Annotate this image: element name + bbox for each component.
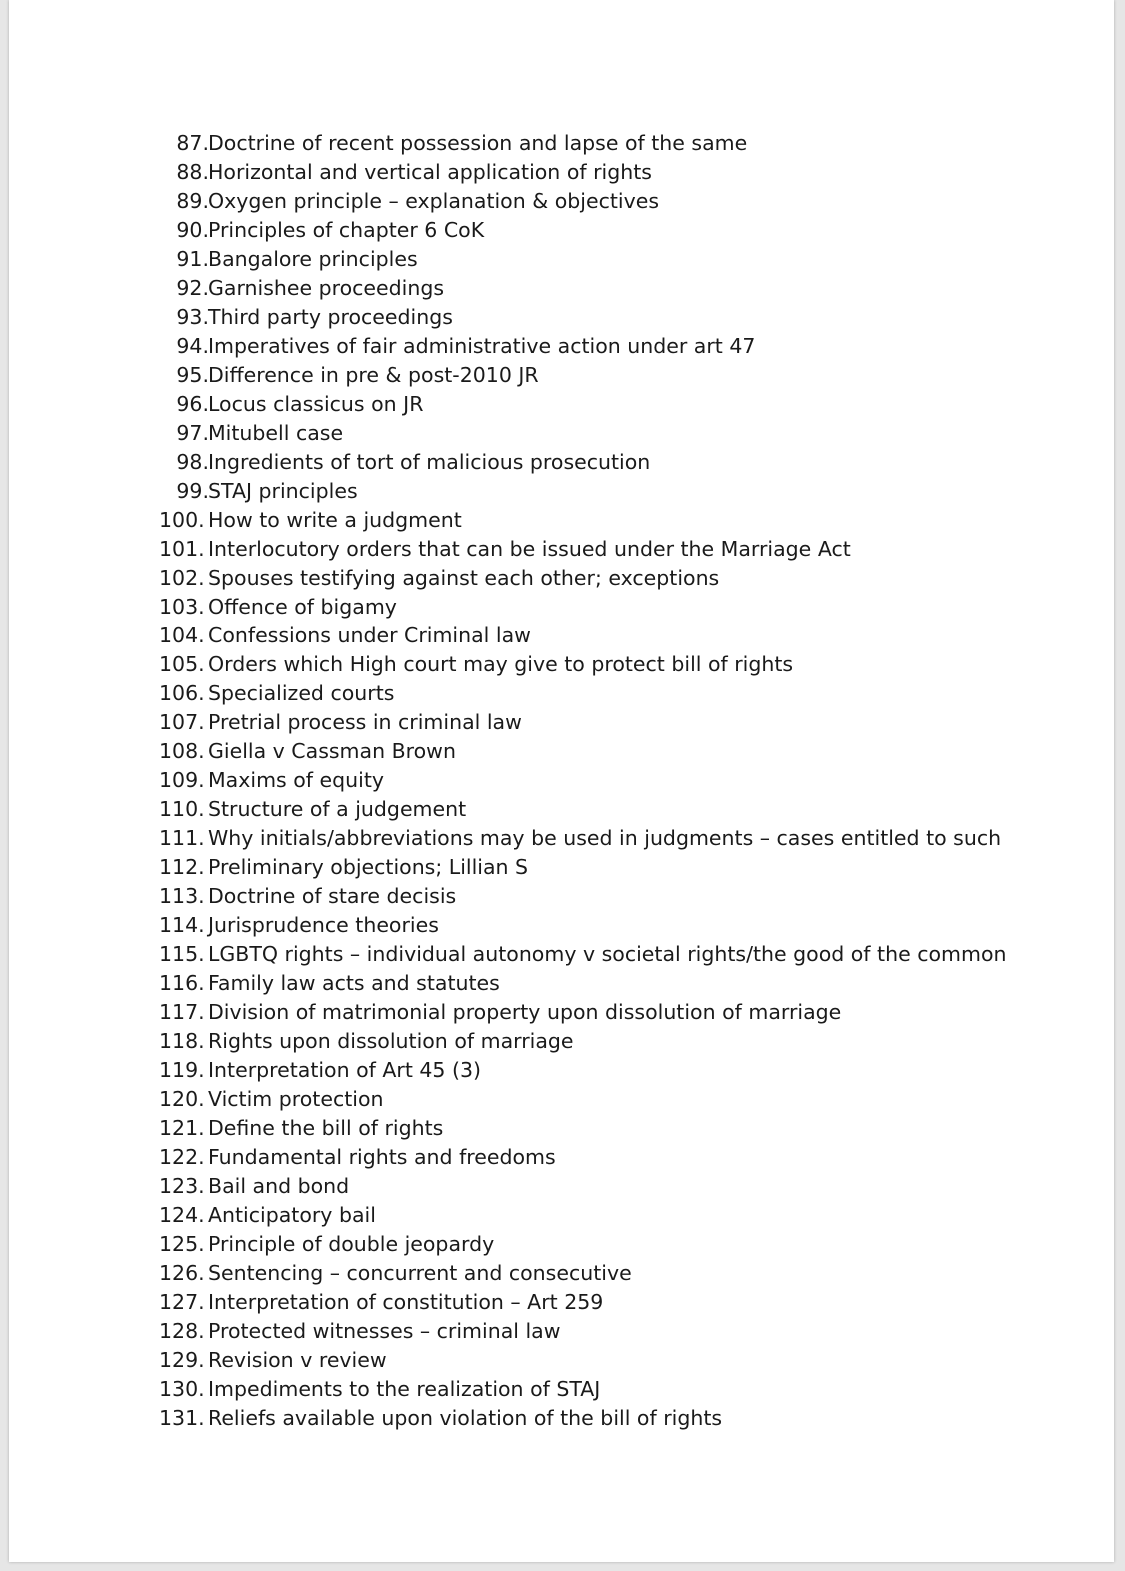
- list-item: [9, 187, 1114, 216]
- item-number: 123.: [159, 1173, 205, 1198]
- document-page: [9, 0, 1114, 1562]
- list-item: [9, 1172, 1114, 1201]
- list-item: [9, 129, 1114, 158]
- item-number: 130.: [159, 1376, 205, 1401]
- item-number: 120.: [159, 1086, 205, 1111]
- item-number: 108.: [159, 739, 205, 764]
- item-text: Impediments to the realization of STAJ: [208, 1376, 601, 1401]
- list-item: [9, 1085, 1114, 1114]
- item-number: 127.: [159, 1289, 205, 1314]
- list-item: [9, 303, 1114, 332]
- item-text: LGBTQ rights – individual autonomy v societal rights/the good of the common: [208, 942, 1007, 967]
- item-number: 116.: [159, 971, 205, 996]
- item-text: Mitubell case: [208, 420, 344, 445]
- list-item: [9, 1143, 1114, 1172]
- item-text: Bail and bond: [208, 1173, 350, 1198]
- item-number: 126.: [159, 1260, 205, 1285]
- item-number: 122.: [159, 1144, 205, 1169]
- item-text: Fundamental rights and freedoms: [208, 1144, 556, 1169]
- list-item: [9, 448, 1114, 477]
- item-text: Why initials/abbreviations may be used in judgments – cases entitled to such: [208, 826, 1002, 851]
- list-item: [9, 477, 1114, 506]
- item-number: 125.: [159, 1231, 205, 1256]
- item-text: Doctrine of stare decisis: [208, 884, 457, 909]
- item-number: 114.: [159, 913, 205, 938]
- item-number: 111.: [159, 826, 205, 851]
- item-number: 117.: [159, 1000, 205, 1025]
- item-number: 97.: [176, 420, 209, 445]
- item-text: Principle of double jeopardy: [208, 1231, 495, 1256]
- list-item: [9, 998, 1114, 1027]
- list-item: [9, 1056, 1114, 1085]
- item-text: Sentencing – concurrent and consecutive: [208, 1260, 632, 1285]
- list-item: [9, 564, 1114, 593]
- item-text: Structure of a judgement: [208, 797, 467, 822]
- list-item: [9, 1259, 1114, 1288]
- list-item: [9, 1114, 1114, 1143]
- item-text: Oxygen principle – explanation & objectives: [208, 188, 660, 213]
- item-number: 113.: [159, 884, 205, 909]
- list-item: [9, 245, 1114, 274]
- item-number: 124.: [159, 1202, 205, 1227]
- item-number: 96.: [176, 391, 209, 416]
- item-number: 115.: [159, 942, 205, 967]
- item-text: Maxims of equity: [208, 768, 385, 793]
- list-item: [9, 940, 1114, 969]
- list-item: [9, 1288, 1114, 1317]
- item-number: 110.: [159, 797, 205, 822]
- item-text: Spouses testifying against each other; exceptions: [208, 565, 720, 590]
- item-number: 89.: [176, 188, 209, 213]
- item-text: Division of matrimonial property upon dissolution of marriage: [208, 1000, 842, 1025]
- item-text: Imperatives of fair administrative action under art 47: [208, 333, 756, 358]
- list-item: [9, 911, 1114, 940]
- item-number: 119.: [159, 1058, 205, 1082]
- list-item: [9, 824, 1114, 853]
- item-text: Interpretation of Art 45 (3): [208, 1058, 482, 1082]
- list-item: [9, 1230, 1114, 1259]
- item-number: 104.: [159, 623, 205, 648]
- item-number: 121.: [159, 1115, 205, 1140]
- list-item: [9, 1027, 1114, 1056]
- item-text: Pretrial process in criminal law: [208, 710, 522, 735]
- item-number: 94.: [176, 333, 209, 358]
- item-number: 88.: [176, 159, 209, 184]
- item-text: Garnishee proceedings: [208, 275, 445, 300]
- item-number: 98.: [176, 449, 209, 474]
- item-number: 131.: [159, 1405, 205, 1430]
- item-number: 93.: [176, 304, 209, 329]
- list-item: [9, 882, 1114, 911]
- list-item: [9, 419, 1114, 448]
- list-item: [9, 535, 1114, 564]
- list-item: [9, 216, 1114, 245]
- list-item: [9, 332, 1114, 361]
- list-item: [9, 737, 1114, 766]
- list-item: [9, 621, 1114, 650]
- item-text: Orders which High court may give to protect bill of rights: [208, 652, 794, 677]
- item-number: 105.: [159, 652, 205, 677]
- list-item: [9, 1346, 1114, 1375]
- item-text: Interpretation of constitution – Art 259: [208, 1289, 604, 1314]
- item-number: 87.: [176, 131, 209, 155]
- item-text: Principles of chapter 6 CoK: [208, 217, 485, 242]
- list-item: [9, 274, 1114, 303]
- item-text: Locus classicus on JR: [208, 391, 424, 416]
- item-text: How to write a judgment: [208, 507, 462, 532]
- list-item: [9, 853, 1114, 882]
- item-text: Victim protection: [208, 1086, 384, 1111]
- item-text: Family law acts and statutes: [208, 971, 500, 996]
- item-text: Jurisprudence theories: [208, 913, 439, 938]
- list-item: [9, 1201, 1114, 1230]
- item-text: Interlocutory orders that can be issued under the Marriage Act: [208, 536, 851, 561]
- item-number: 112.: [159, 855, 205, 880]
- list-item: [9, 650, 1114, 679]
- item-text: STAJ principles: [208, 478, 358, 503]
- list-item: [9, 1375, 1114, 1404]
- item-number: 103.: [159, 594, 205, 619]
- item-text: Doctrine of recent possession and lapse of the same: [208, 131, 748, 155]
- list-item: [9, 158, 1114, 187]
- item-number: 100.: [159, 507, 205, 532]
- item-number: 106.: [159, 681, 205, 706]
- item-number: 95.: [176, 362, 209, 387]
- list-item: [9, 1317, 1114, 1346]
- item-text: Specialized courts: [208, 681, 395, 706]
- item-text: Ingredients of tort of malicious prosecution: [208, 449, 651, 474]
- item-text: Anticipatory bail: [208, 1202, 376, 1227]
- list-item: [9, 969, 1114, 998]
- item-number: 129.: [159, 1347, 205, 1372]
- list-item: [9, 361, 1114, 390]
- list-item: [9, 506, 1114, 535]
- list-item: [9, 593, 1114, 622]
- item-text: Bangalore principles: [208, 246, 418, 271]
- list-item: [9, 679, 1114, 708]
- item-number: 102.: [159, 565, 205, 590]
- item-number: 101.: [159, 536, 205, 561]
- item-number: 92.: [176, 275, 209, 300]
- item-text: Rights upon dissolution of marriage: [208, 1029, 574, 1054]
- item-text: Difference in pre & post-2010 JR: [208, 362, 539, 387]
- item-text: Offence of bigamy: [208, 594, 397, 619]
- item-text: Define the bill of rights: [208, 1115, 444, 1140]
- item-text: Horizontal and vertical application of rights: [208, 159, 652, 184]
- item-text: Confessions under Criminal law: [208, 623, 531, 648]
- item-number: 91.: [176, 246, 209, 271]
- item-number: 107.: [159, 710, 205, 735]
- item-text: Giella v Cassman Brown: [208, 739, 456, 764]
- item-text: Third party proceedings: [208, 304, 453, 329]
- list-item: [9, 766, 1114, 795]
- item-number: 118.: [159, 1029, 205, 1054]
- item-number: 99.: [176, 478, 209, 503]
- item-text: Revision v review: [208, 1347, 387, 1372]
- item-number: 90.: [176, 217, 209, 242]
- item-text: Reliefs available upon violation of the bill of rights: [208, 1405, 723, 1430]
- list-item: [9, 708, 1114, 737]
- item-number: 109.: [159, 768, 205, 793]
- list-item: [9, 390, 1114, 419]
- item-text: Protected witnesses – criminal law: [208, 1318, 561, 1343]
- numbered-list: [9, 129, 1114, 1433]
- item-text: Preliminary objections; Lillian S: [208, 855, 529, 880]
- list-item: [9, 1404, 1114, 1433]
- list-item: [9, 795, 1114, 824]
- item-number: 128.: [159, 1318, 205, 1343]
